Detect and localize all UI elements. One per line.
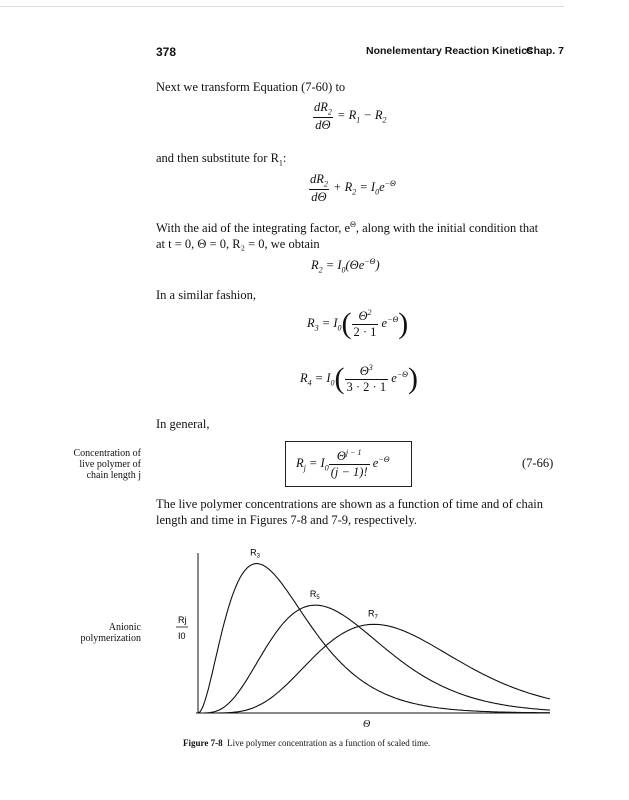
y-axis-label-bottom: I0 [178, 631, 186, 641]
figure-caption: Figure 7-8 Live polymer concentration as a function of scaled time. [183, 738, 431, 748]
paragraph-6: The live polymer concentrations are shown as a function of time and of chain length and time in Figures 7-8 and 7-9, respectively. [156, 497, 544, 527]
equation-number: (7-66) [522, 456, 554, 470]
boxed-equation: $R_j = I_0$ $\frac{\Theta^{j - 1}}{(j - 1)!}$ $e^{-\Theta}$ [285, 441, 412, 487]
paragraph-4: In a similar fashion, [156, 288, 256, 302]
series-line-R5 [198, 605, 550, 713]
series-line-R7 [198, 624, 550, 713]
sidenote-concentration: Concentration of live polymer of chain length j [73, 448, 141, 481]
equation-4: $R_3 = I_0$( $\frac{\Theta^2}{2 \cdot 1}$ $e^{-\Theta}$) [307, 307, 409, 341]
live-polymer-chart [150, 545, 550, 735]
series-label-R3: $R_3$ [250, 547, 260, 560]
paragraph-5: In general, [156, 417, 210, 431]
sidenote-anionic: Anionic polymerization [80, 622, 141, 644]
paragraph-2: and then substitute for $R_1$: [156, 151, 287, 168]
equation-3: $R_2 = I_0(\Theta e^{-\Theta})$ [311, 257, 380, 275]
equation-1: $\frac{dR_2}{d\Theta}$ = $R_1 - R_2$ [314, 100, 387, 132]
series-label-R5: $R_5$ [309, 589, 320, 602]
equation-5: $R_4 = I_0$( $\frac{\Theta^3}{3 \cdot 2 \cdot 1}$ $e^{-\Theta}$) [300, 362, 418, 396]
series-line-R3 [198, 564, 550, 713]
paragraph-3: With the aid of the integrating factor, $e^\Theta$, along with the initial condition that at t = 0, Θ = 0, R₂ = 0, we obtain [156, 220, 539, 252]
page-number: 378 [156, 45, 177, 59]
running-title: Nonelementary Reaction Kinetics [366, 45, 533, 57]
x-axis-label: Θ [363, 719, 371, 730]
paragraph-1: Next we transform Equation (7-60) to [156, 80, 346, 94]
chapter-label: Chap. 7 [526, 45, 564, 57]
top-rule [0, 6, 564, 7]
series-label-R7: $R_7$ [368, 608, 378, 621]
y-axis-label-top: Rj [178, 615, 187, 625]
equation-2: $\frac{dR_2}{d\Theta}$ + $R_2 = I_0e^{-\Theta}$ [310, 172, 396, 204]
